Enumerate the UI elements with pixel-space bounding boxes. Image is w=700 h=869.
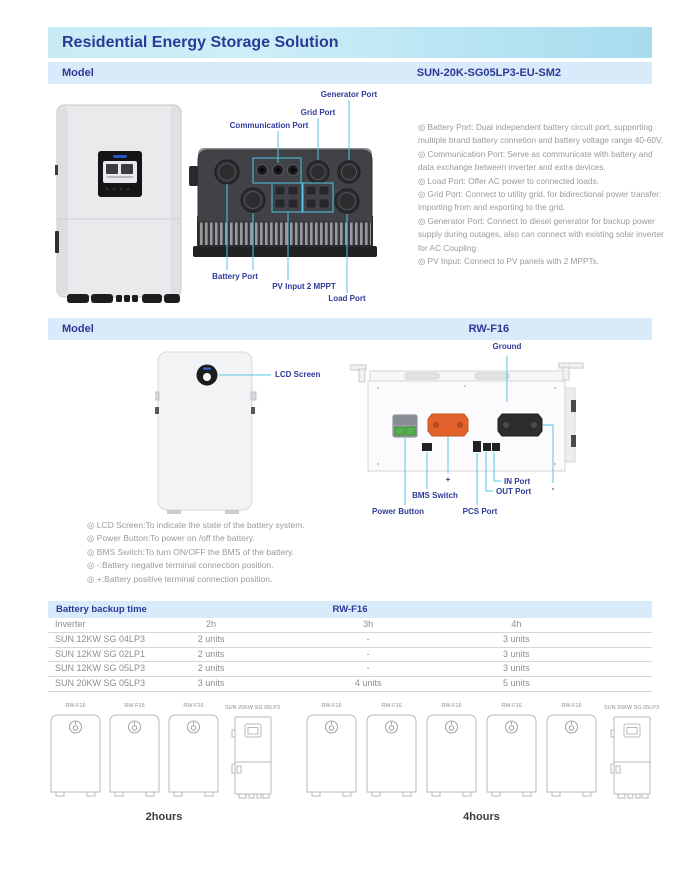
table-cell: 2 units bbox=[197, 648, 225, 659]
table-cell: 3 units bbox=[503, 648, 530, 659]
battery-outline-drawing bbox=[166, 712, 221, 800]
table-cell: 2 units bbox=[197, 633, 225, 644]
battery-model-value: RW-F16 bbox=[468, 323, 510, 335]
battery-outline-drawing bbox=[107, 712, 162, 800]
lcd-screen-label: LCD Screen bbox=[275, 370, 321, 379]
port-description: ◎ Load Port: Offer AC power to connected loads. bbox=[418, 175, 599, 186]
model-bar-battery bbox=[48, 318, 652, 340]
communication-port-label: Communication Port bbox=[229, 121, 309, 130]
ground-label: Ground bbox=[492, 342, 522, 351]
table-title-row bbox=[48, 601, 652, 618]
port-description: ◎ Communication Port: Serve as communicate with battery and data exchange between inverter and extra devices. bbox=[418, 148, 653, 173]
battery-unit-outline bbox=[304, 703, 359, 800]
unit-label: RW-F16 bbox=[381, 703, 402, 709]
grid-port-label: Grid Port bbox=[300, 108, 336, 117]
unit-row bbox=[48, 703, 280, 800]
pcs-port-label: PCS Port bbox=[462, 507, 498, 516]
battery-note: ◎ Power Button:To power on /off the battery. bbox=[87, 533, 255, 544]
battery-unit-outline bbox=[48, 703, 103, 800]
out-port-label: OUT Port bbox=[496, 487, 532, 496]
unit-label: RW-F16 bbox=[321, 703, 342, 709]
model-label: Model bbox=[62, 67, 94, 79]
page-title: Residential Energy Storage Solution bbox=[48, 27, 652, 58]
inverter-unit-outline bbox=[225, 705, 280, 800]
table-body bbox=[48, 618, 652, 692]
inverter-front-photo bbox=[55, 103, 183, 305]
port-description: ◎ Battery Port: Dual independent battery circuit port, supporting multiple brand battery connetion and battery voltage range 40-60V. bbox=[418, 122, 664, 146]
port-descriptions bbox=[418, 121, 664, 268]
unit-label: RW-F16 bbox=[561, 703, 582, 709]
table-cell: SUN 12KW SG 04LP3 bbox=[55, 633, 145, 644]
inverter-model-value: SUN-20K-SG05LP3-EU-SM2 bbox=[416, 67, 562, 79]
generator-port-label: Generator Port bbox=[320, 90, 378, 99]
table-cell: Inverter bbox=[55, 619, 86, 629]
backup-group-4h bbox=[304, 703, 659, 823]
table-cell: - bbox=[366, 633, 370, 644]
port-description: ◎ Grid Port: Connect to utility grid, for bidirectional power transfer: importing from and exporting to the grid. bbox=[418, 189, 662, 213]
group-caption: 2hours bbox=[145, 811, 183, 823]
battery-top-figure bbox=[350, 340, 665, 530]
table-cell: 4h bbox=[511, 619, 522, 629]
battery-top-drawing bbox=[350, 340, 665, 530]
table-cell: 3h bbox=[363, 619, 374, 629]
table-cell: 2 units bbox=[197, 663, 225, 674]
table-header-row bbox=[48, 618, 652, 633]
power-button-label: Power Button bbox=[372, 507, 424, 516]
battery-unit-outline bbox=[166, 703, 221, 800]
battery-outline-drawing bbox=[424, 712, 479, 800]
inverter-front-drawing bbox=[55, 103, 183, 305]
battery-note: ◎ +:Battery positive terminal connection position. bbox=[87, 573, 273, 584]
inverter-unit-outline bbox=[604, 705, 659, 800]
battery-unit-outline bbox=[107, 703, 162, 800]
pv-input-label: PV Input 2 MPPT bbox=[272, 282, 336, 291]
backup-group-2h bbox=[48, 703, 280, 823]
table-cell: 3 units bbox=[503, 663, 530, 674]
table-cell: SUN 12KW SG 05LP3 bbox=[55, 663, 145, 674]
table-cell: 5 units bbox=[503, 678, 530, 689]
battery-outline-drawing bbox=[304, 712, 359, 800]
table-cell: - bbox=[366, 663, 370, 674]
battery-outline-drawing bbox=[484, 712, 539, 800]
inverter-bottom-figure bbox=[185, 90, 390, 308]
in-port-label: IN Port bbox=[504, 477, 531, 486]
table-cell: SUN 12KW SG 02LP1 bbox=[55, 648, 145, 659]
unit-label: RW-F16 bbox=[183, 703, 204, 709]
battery-port-label: Battery Port bbox=[212, 272, 258, 281]
table-model: RW-F16 bbox=[332, 604, 368, 615]
battery-outline-drawing bbox=[48, 712, 103, 800]
battery-note: ◎ BMS Switch:To turn ON/OFF the BMS of the battery. bbox=[87, 546, 295, 557]
unit-label: RW-F16 bbox=[65, 703, 86, 709]
inverter-outline-drawing bbox=[609, 714, 655, 800]
table-cell: 3 units bbox=[197, 678, 225, 689]
battery-outline-drawing bbox=[544, 712, 599, 800]
table-title: Battery backup time bbox=[56, 604, 147, 615]
unit-label: RW-F16 bbox=[124, 703, 145, 709]
battery-unit-outline bbox=[484, 703, 539, 800]
table-cell: 3 units bbox=[503, 633, 530, 644]
unit-row bbox=[304, 703, 659, 800]
unit-label: RW-F16 bbox=[441, 703, 462, 709]
minus-label: - bbox=[551, 484, 555, 493]
battery-notes bbox=[87, 519, 397, 586]
table-row bbox=[48, 648, 652, 663]
plus-label: + bbox=[445, 475, 451, 484]
table-row bbox=[48, 633, 652, 648]
battery-unit-outline bbox=[544, 703, 599, 800]
table-row bbox=[48, 677, 652, 692]
model-bar-inverter bbox=[48, 62, 652, 84]
group-caption: 4hours bbox=[463, 811, 500, 823]
model-label: Model bbox=[62, 323, 94, 335]
unit-label: SUN 20KW SG 05LP3 bbox=[225, 705, 281, 711]
battery-note: ◎ -:Battery negative terminal connection position. bbox=[87, 560, 274, 571]
load-port-label: Load Port bbox=[328, 294, 366, 303]
battery-outline-drawing bbox=[364, 712, 419, 800]
table-cell: SUN 20KW SG 05LP3 bbox=[55, 678, 145, 689]
table-cell: 4 units bbox=[354, 678, 382, 689]
bms-switch-label: BMS Switch bbox=[412, 491, 458, 500]
inverter-outline-drawing bbox=[230, 714, 276, 800]
battery-front-figure bbox=[155, 348, 335, 516]
table-cell: 2h bbox=[206, 619, 217, 629]
port-description: ◎ PV Input: Connect to PV panels with 2 MPPTs. bbox=[418, 256, 600, 267]
battery-unit-outline bbox=[364, 703, 419, 800]
battery-backup-table bbox=[48, 601, 652, 692]
battery-note: ◎ LCD Screen:To indicate the state of the battery system. bbox=[87, 520, 305, 530]
unit-label: RW-F16 bbox=[501, 703, 522, 709]
table-cell: - bbox=[366, 648, 370, 659]
table-row bbox=[48, 662, 652, 677]
unit-label: SUN 20KW SG 05LP3 bbox=[604, 705, 660, 711]
battery-unit-outline bbox=[424, 703, 479, 800]
port-description: ◎ Generator Port: Connect to diesel generator for backup power supply during outages, also can connect with existing solar inverter for AC Coupling. bbox=[418, 215, 664, 253]
